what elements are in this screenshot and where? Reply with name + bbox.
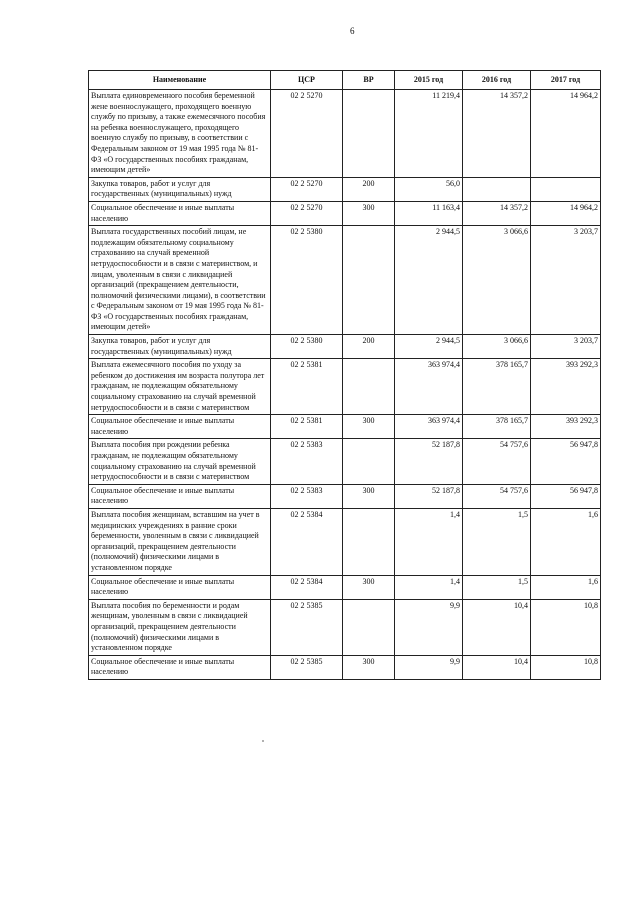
row-name: Выплата единовременного пособия беременной жене военнослужащего, проходящего военную службу по призыву, а также ежемесячного пособия на ребенка военнослужащего, проходящего военную службу по призыву, в соответствии с Федеральным законом от 19 мая 1995 года № 81-ФЗ «О государственных пособиях гражданам, имеющим детей» bbox=[89, 90, 271, 178]
row-vr bbox=[343, 359, 395, 415]
table-row bbox=[89, 439, 601, 484]
row-csr: 02 2 5384 bbox=[271, 508, 343, 575]
row-name: Социальное обеспечение и иные выплаты населению bbox=[89, 655, 271, 679]
row-2017: 3 203,7 bbox=[531, 226, 601, 335]
row-csr: 02 2 5384 bbox=[271, 575, 343, 599]
row-2017: 1,6 bbox=[531, 575, 601, 599]
table-row bbox=[89, 177, 601, 201]
table-row bbox=[89, 484, 601, 508]
row-2016: 14 357,2 bbox=[463, 90, 531, 178]
header-2016: 2016 год bbox=[463, 71, 531, 90]
row-csr: 02 2 5385 bbox=[271, 599, 343, 655]
row-csr: 02 2 5385 bbox=[271, 655, 343, 679]
row-name: Выплата пособия по беременности и родам женщинам, уволенным в связи с ликвидацией организаций, прекращением деятельности (полномочий) физическими лицами в установленном порядке bbox=[89, 599, 271, 655]
row-name: Социальное обеспечение и иные выплаты населению bbox=[89, 201, 271, 225]
header-row bbox=[89, 71, 601, 90]
row-2015: 1,4 bbox=[395, 575, 463, 599]
row-csr: 02 2 5383 bbox=[271, 439, 343, 484]
row-2016: 54 757,6 bbox=[463, 439, 531, 484]
row-name: Социальное обеспечение и иные выплаты населению bbox=[89, 575, 271, 599]
row-2017: 56 947,8 bbox=[531, 484, 601, 508]
table-row bbox=[89, 335, 601, 359]
table-row bbox=[89, 359, 601, 415]
row-csr: 02 2 5380 bbox=[271, 226, 343, 335]
table-row bbox=[89, 201, 601, 225]
row-2017: 14 964,2 bbox=[531, 90, 601, 178]
row-2016: 10,4 bbox=[463, 655, 531, 679]
table-row bbox=[89, 90, 601, 178]
row-2016: 3 066,6 bbox=[463, 226, 531, 335]
budget-table bbox=[88, 70, 601, 680]
header-csr: ЦСР bbox=[271, 71, 343, 90]
row-2016: 10,4 bbox=[463, 599, 531, 655]
row-vr bbox=[343, 439, 395, 484]
row-name: Выплата пособия при рождении ребенка гражданам, не подлежащим обязательному социальному страхованию на случай временной нетрудоспособности и в связи с материнством bbox=[89, 439, 271, 484]
row-2015: 52 187,8 bbox=[395, 484, 463, 508]
row-2015: 363 974,4 bbox=[395, 359, 463, 415]
table-row bbox=[89, 508, 601, 575]
row-name: Социальное обеспечение и иные выплаты населению bbox=[89, 484, 271, 508]
row-2017: 10,8 bbox=[531, 599, 601, 655]
scan-mark bbox=[262, 740, 264, 742]
row-csr: 02 2 5381 bbox=[271, 415, 343, 439]
row-2015: 56,0 bbox=[395, 177, 463, 201]
table-row bbox=[89, 599, 601, 655]
row-csr: 02 2 5383 bbox=[271, 484, 343, 508]
row-vr: 300 bbox=[343, 201, 395, 225]
row-2016: 1,5 bbox=[463, 508, 531, 575]
row-2017: 393 292,3 bbox=[531, 359, 601, 415]
row-name: Закупка товаров, работ и услуг для государственных (муниципальных) нужд bbox=[89, 335, 271, 359]
row-name: Выплата пособия женщинам, вставшим на учет в медицинских учреждениях в ранние сроки беременности, уволенным в связи с ликвидацией организаций, прекращением деятельности (полномочий) физическими лицами в установленном порядке bbox=[89, 508, 271, 575]
row-vr bbox=[343, 90, 395, 178]
row-2016: 54 757,6 bbox=[463, 484, 531, 508]
row-2015: 11 219,4 bbox=[395, 90, 463, 178]
row-2016: 378 165,7 bbox=[463, 415, 531, 439]
table-row bbox=[89, 226, 601, 335]
row-2015: 9,9 bbox=[395, 655, 463, 679]
row-vr bbox=[343, 599, 395, 655]
row-2015: 2 944,5 bbox=[395, 226, 463, 335]
row-2016: 1,5 bbox=[463, 575, 531, 599]
row-2015: 52 187,8 bbox=[395, 439, 463, 484]
row-name: Выплата ежемесячного пособия по уходу за ребенком до достижения им возраста полутора лет гражданам, не подлежащим обязательному социальному страхованию на случай временной нетрудоспособности и в связи с материнством bbox=[89, 359, 271, 415]
row-2017: 1,6 bbox=[531, 508, 601, 575]
row-2015: 363 974,4 bbox=[395, 415, 463, 439]
row-vr: 300 bbox=[343, 575, 395, 599]
row-vr bbox=[343, 508, 395, 575]
table-body bbox=[89, 90, 601, 680]
table-row bbox=[89, 655, 601, 679]
table-row bbox=[89, 575, 601, 599]
row-csr: 02 2 5381 bbox=[271, 359, 343, 415]
row-2015: 9,9 bbox=[395, 599, 463, 655]
row-2017: 56 947,8 bbox=[531, 439, 601, 484]
row-csr: 02 2 5270 bbox=[271, 201, 343, 225]
row-vr: 200 bbox=[343, 335, 395, 359]
row-2017: 393 292,3 bbox=[531, 415, 601, 439]
row-vr: 200 bbox=[343, 177, 395, 201]
row-2017: 14 964,2 bbox=[531, 201, 601, 225]
row-2015: 11 163,4 bbox=[395, 201, 463, 225]
row-vr: 300 bbox=[343, 484, 395, 508]
table-header bbox=[89, 71, 601, 90]
row-2015: 2 944,5 bbox=[395, 335, 463, 359]
row-csr: 02 2 5270 bbox=[271, 90, 343, 178]
row-name: Закупка товаров, работ и услуг для государственных (муниципальных) нужд bbox=[89, 177, 271, 201]
row-2017: 10,8 bbox=[531, 655, 601, 679]
row-name: Социальное обеспечение и иные выплаты населению bbox=[89, 415, 271, 439]
row-2016: 378 165,7 bbox=[463, 359, 531, 415]
header-name: Наименование bbox=[89, 71, 271, 90]
row-2015: 1,4 bbox=[395, 508, 463, 575]
row-csr: 02 2 5380 bbox=[271, 335, 343, 359]
row-vr bbox=[343, 226, 395, 335]
header-2015: 2015 год bbox=[395, 71, 463, 90]
row-vr: 300 bbox=[343, 415, 395, 439]
table-row bbox=[89, 415, 601, 439]
row-vr: 300 bbox=[343, 655, 395, 679]
row-name: Выплата государственных пособий лицам, не подлежащим обязательному социальному страхованию на случай временной нетрудоспособности и в связи с материнством, и лицам, уволенным в связи с ликвидацией организаций (прекращением деятельности, полномочий физическими лицами), в соответствии с Федеральным законом от 19 мая 1995 года № 81-ФЗ «О государственных пособиях гражданам, имеющим детей» bbox=[89, 226, 271, 335]
header-2017: 2017 год bbox=[531, 71, 601, 90]
row-2016 bbox=[463, 177, 531, 201]
row-2016: 3 066,6 bbox=[463, 335, 531, 359]
row-2017: 3 203,7 bbox=[531, 335, 601, 359]
page-number: 6 bbox=[350, 26, 355, 36]
header-vr: ВР bbox=[343, 71, 395, 90]
row-2016: 14 357,2 bbox=[463, 201, 531, 225]
row-2017 bbox=[531, 177, 601, 201]
row-csr: 02 2 5270 bbox=[271, 177, 343, 201]
